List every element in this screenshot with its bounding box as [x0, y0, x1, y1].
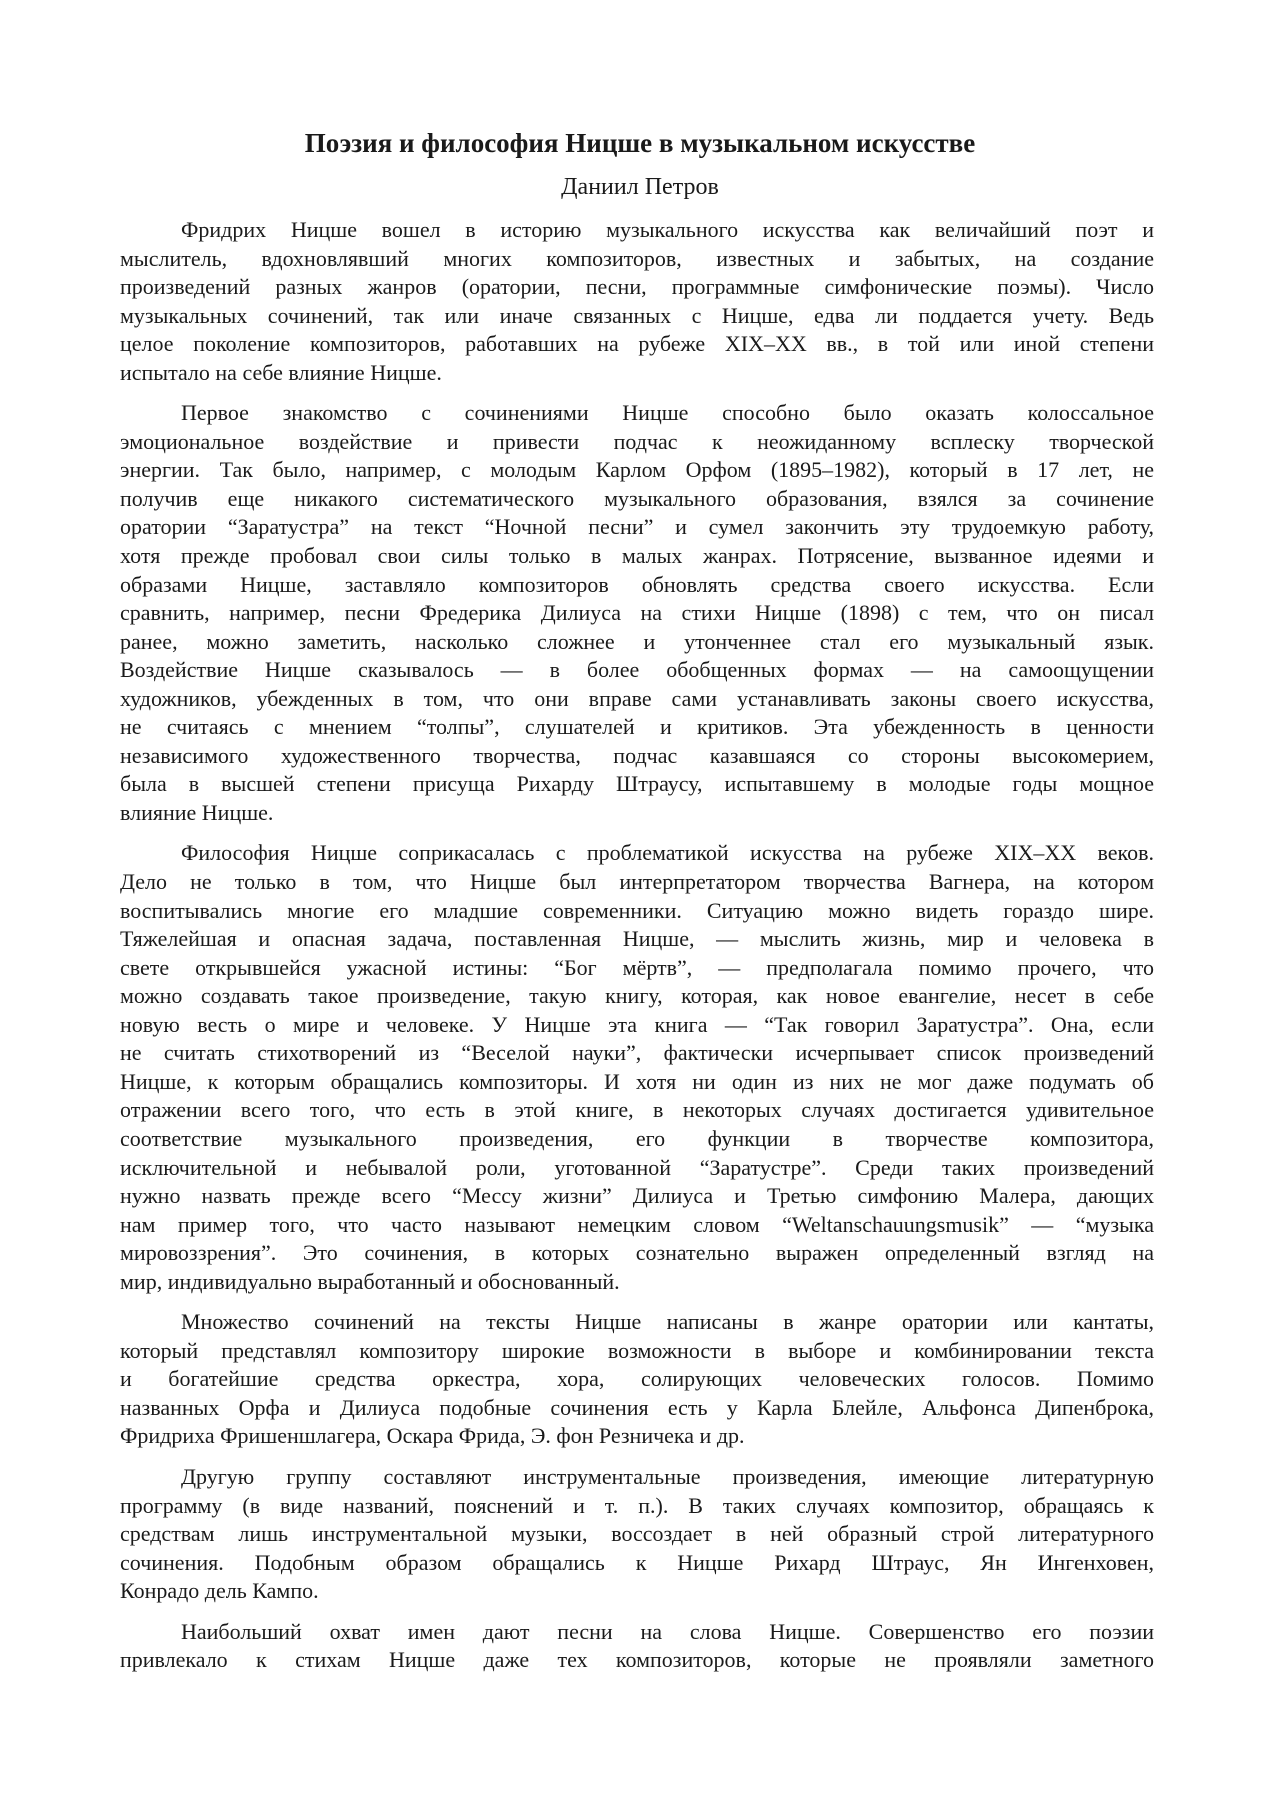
paragraph-line: мыслитель, вдохновлявший многих композиторов, известных и забытых, на создание: [120, 245, 1154, 271]
paragraph-line: не считаясь с мнением “толпы”, слушателей и критиков. Эта убежденность в ценности: [120, 714, 1154, 740]
paragraph-line: мировоззрения”. Это сочинения, в которых сознательно выражен определенный взгляд на: [120, 1240, 1154, 1266]
paragraph-line: Философия Ницше соприкасалась с проблематикой искусства на рубеже XIX–XX веков.: [181, 840, 1154, 866]
paragraph-line: энергии. Так было, например, с молодым Карлом Орфом (1895–1982), который в 17 лет, не: [120, 457, 1154, 483]
paragraph-line: не считать стихотворений из “Веселой науки”, фактически исчерпывает список произведений: [120, 1040, 1154, 1066]
paragraph-line: оратории “Заратустра” на текст “Ночной песни” и сумел закончить эту трудоемкую работу,: [120, 514, 1154, 540]
paragraph-line: Конрадо дель Кампо.: [120, 1578, 319, 1604]
paragraph-line: нам пример того, что часто называют немецким словом “Weltanschauungsmusik” — “музыка: [120, 1211, 1154, 1237]
paragraph-line: который представлял композитору широкие возможности в выборе и комбинировании текста: [120, 1337, 1154, 1363]
paragraph-line: Тяжелейшая и опасная задача, поставленная Ницше, — мыслить жизнь, мир и человека в: [120, 926, 1154, 952]
paragraph-line: новую весть о мире и человеке. У Ницше эта книга — “Так говорил Заратустра”. Она, если: [120, 1011, 1154, 1037]
paragraph: [120, 1618, 1154, 1675]
paragraph-line: Фридриха Фришеншлагера, Оскара Фрида, Э. фон Резничека и др.: [120, 1423, 745, 1449]
paragraph-line: и богатейшие средства оркестра, хора, солирующих человеческих голосов. Помимо: [120, 1366, 1154, 1392]
paragraph-line: Другую группу составляют инструментальные произведения, имеющие литературную: [181, 1463, 1154, 1489]
paragraph-line: Дело не только в том, что Ницше был интерпретатором творчества Вагнера, на котором: [120, 869, 1154, 895]
paragraph-line: художников, убежденных в том, что они вправе сами устанавливать законы своего искусства,: [120, 685, 1154, 711]
paragraph-line: названных Орфа и Дилиуса подобные сочинения есть у Карла Блейле, Альфонса Дипенброка,: [120, 1394, 1154, 1420]
paragraph-line: Воздействие Ницше сказывалось — в более обобщенных формах — на самоощущении: [120, 657, 1154, 683]
paragraph-line: получив еще никакого систематического музыкального образования, взялся за сочинение: [120, 485, 1154, 511]
paragraph-line: Фридрих Ницше вошел в историю музыкального искусства как величайший поэт и: [181, 217, 1154, 242]
document-author: Даниил Петров: [561, 174, 719, 200]
paragraph: [120, 839, 1154, 1296]
paragraph-line: отражении всего того, что есть в этой книге, в некоторых случаях достигается удивительное: [120, 1097, 1154, 1123]
paragraph-line: была в высшей степени присуща Рихарду Штраусу, испытавшему в молодые годы мощное: [120, 771, 1154, 797]
paragraph-line: ранее, можно заметить, насколько сложнее и утонченнее стал его музыкальный язык.: [120, 628, 1154, 654]
paragraph-line: исключительной и небывалой роли, уготованной “Заратустре”. Среди таких произведений: [120, 1154, 1154, 1180]
paragraph-line: Наибольший охват имен дают песни на слова Ницше. Совершенство его поэзии: [181, 1618, 1154, 1644]
paragraph-line: Множество сочинений на тексты Ницше написаны в жанре оратории или кантаты,: [181, 1309, 1154, 1335]
paragraph-line: музыкальных сочинений, так или иначе связанных с Ницше, едва ли поддается учету. Ведь: [120, 302, 1154, 328]
paragraph-line: привлекало к стихам Ницше даже тех композиторов, которые не проявляли заметного: [120, 1647, 1154, 1673]
paragraph-line: сочинения. Подобным образом обращались к Ницше Рихард Штраус, Ян Ингенховен,: [120, 1549, 1154, 1575]
paragraph-line: Ницше, к которым обращались композиторы. И хотя ни один из них не мог даже подумать об: [120, 1068, 1154, 1094]
paragraph-line: сравнить, например, песни Фредерика Дилиуса на стихи Ницше (1898) с тем, что он писал: [120, 600, 1154, 626]
document-title: Поэзия и философия Ницше в музыкальном искусстве: [304, 128, 976, 158]
paragraph-line: соответствие музыкального произведения, его функции в творчестве композитора,: [120, 1125, 1154, 1151]
paragraph-line: эмоциональное воздействие и привести подчас к неожиданному всплеску творческой: [120, 428, 1154, 454]
paragraph-line: образами Ницше, заставляло композиторов обновлять средства своего искусства. Если: [120, 571, 1154, 597]
paragraph-line: свете открывшейся ужасной истины: “Бог мёртв”, — предполагала помимо прочего, что: [120, 954, 1154, 980]
paragraph-line: независимого художественного творчества, подчас казавшаяся со стороны высокомерием,: [120, 742, 1154, 768]
paragraph: [120, 1463, 1154, 1606]
paragraph: [120, 1308, 1154, 1451]
paragraph-line: можно создавать такое произведение, такую книгу, которая, как новое евангелие, несет в себе: [120, 983, 1154, 1009]
document-body: [120, 216, 1154, 1687]
paragraph-line: целое поколение композиторов, работавших на рубеже XIX–XX вв., в той или иной степени: [120, 331, 1154, 357]
paragraph-line: нужно назвать прежде всего “Мессу жизни” Дилиуса и Третью симфонию Малера, дающих: [120, 1183, 1154, 1209]
paragraph-line: испытало на себе влияние Ницше.: [120, 359, 442, 385]
paragraph-line: Первое знакомство с сочинениями Ницше способно было оказать колоссальное: [181, 400, 1154, 426]
paragraph-line: средствам лишь инструментальной музыки, воссоздает в ней образный строй литературного: [120, 1521, 1154, 1547]
paragraph: [120, 399, 1154, 827]
paragraph-line: программу (в виде названий, пояснений и т. п.). В таких случаях композитор, обращаясь к: [120, 1492, 1154, 1518]
paragraph-line: произведений разных жанров (оратории, песни, программные симфонические поэмы). Число: [120, 274, 1154, 300]
paragraph: [120, 216, 1154, 387]
paragraph-line: воспитывались многие его младшие современники. Ситуацию можно видеть гораздо шире.: [120, 897, 1154, 923]
paragraph-line: хотя прежде пробовал свои силы только в малых жанрах. Потрясение, вызванное идеями и: [120, 543, 1154, 569]
paragraph-line: мир, индивидуально выработанный и обоснованный.: [120, 1268, 620, 1294]
paragraph-line: влияние Ницше.: [120, 799, 274, 825]
